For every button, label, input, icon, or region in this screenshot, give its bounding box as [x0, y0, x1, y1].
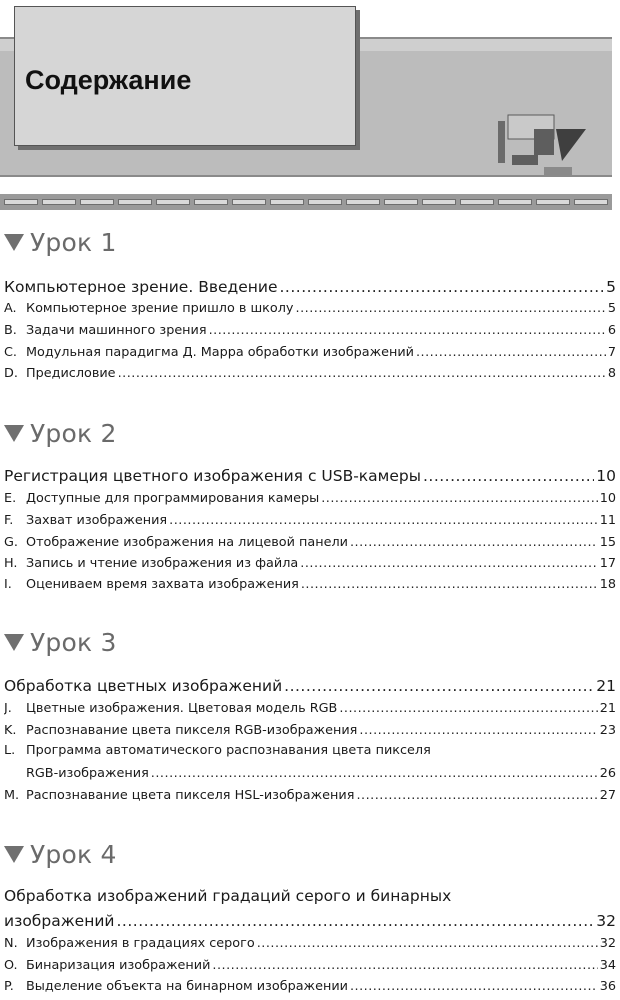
toc-entry[interactable]: H. Запись и чтение изображения из файла ..... 17	[4, 556, 616, 571]
toc-entry-main-first-line[interactable]: Обработка изображений градаций серого и бинарных	[4, 887, 452, 905]
toc-entry[interactable]: I. Оцениваем время захвата изображения ..... 18	[4, 577, 616, 592]
toc-entry[interactable]: N. Изображения в градациях серого ..... 32	[4, 936, 616, 951]
chapter-logo-icon	[490, 111, 600, 181]
toc-entry-main[interactable]: Обработка цветных изображений ..... 21	[4, 677, 616, 695]
toc-entry[interactable]: F. Захват изображения ..... 11	[4, 513, 616, 528]
toc-entry[interactable]: D. Предисловие ..... 8	[4, 366, 616, 381]
triangle-down-icon	[4, 234, 24, 251]
toc-entry-continued[interactable]: RGB-изображения ..... 26	[4, 766, 616, 781]
toc-entry-main[interactable]: Компьютерное зрение. Введение ..... 5	[4, 278, 616, 296]
toc-entry-main[interactable]: Регистрация цветного изображения с USB-камеры ..... 10	[4, 467, 616, 485]
toc-entry[interactable]: B. Задачи машинного зрения ..... 6	[4, 323, 616, 338]
lesson-heading: Урок 4	[4, 840, 117, 869]
toc-entry[interactable]: A. Компьютерное зрение пришло в школу ..... 5	[4, 301, 616, 316]
toc-entry[interactable]: C. Модульная парадигма Д. Марра обработки изображений ..... 7	[4, 345, 616, 360]
triangle-down-icon	[4, 425, 24, 442]
banner-dash-strip	[0, 194, 612, 210]
toc-entry[interactable]: G. Отображение изображения на лицевой панели ..... 15	[4, 535, 616, 550]
toc-entry[interactable]: J. Цветные изображения. Цветовая модель RGB ..... 21	[4, 701, 616, 716]
toc-entry[interactable]: K. Распознавание цвета пикселя RGB-изображения ..... 23	[4, 723, 616, 738]
toc-entry[interactable]: M. Распознавание цвета пикселя HSL-изображения ..... 27	[4, 788, 616, 803]
toc-entry-main-continued[interactable]: изображений ..... 32	[4, 912, 616, 930]
title-box	[14, 6, 356, 146]
page-title: Содержание	[25, 65, 192, 95]
lesson-heading: Урок 3	[4, 628, 117, 657]
toc-entry-first-line[interactable]: L. Программа автоматического распознавания цвета пикселя	[4, 743, 431, 758]
triangle-down-icon	[4, 846, 24, 863]
lesson-heading: Урок 1	[4, 228, 117, 257]
lesson-heading: Урок 2	[4, 419, 117, 448]
triangle-down-icon	[4, 634, 24, 651]
toc-entry[interactable]: P. Выделение объекта на бинарном изображении ..... 36	[4, 979, 616, 994]
toc-entry[interactable]: E. Доступные для программирования камеры ..... 10	[4, 491, 616, 506]
toc-entry[interactable]: O. Бинаризация изображений ..... 34	[4, 958, 616, 973]
